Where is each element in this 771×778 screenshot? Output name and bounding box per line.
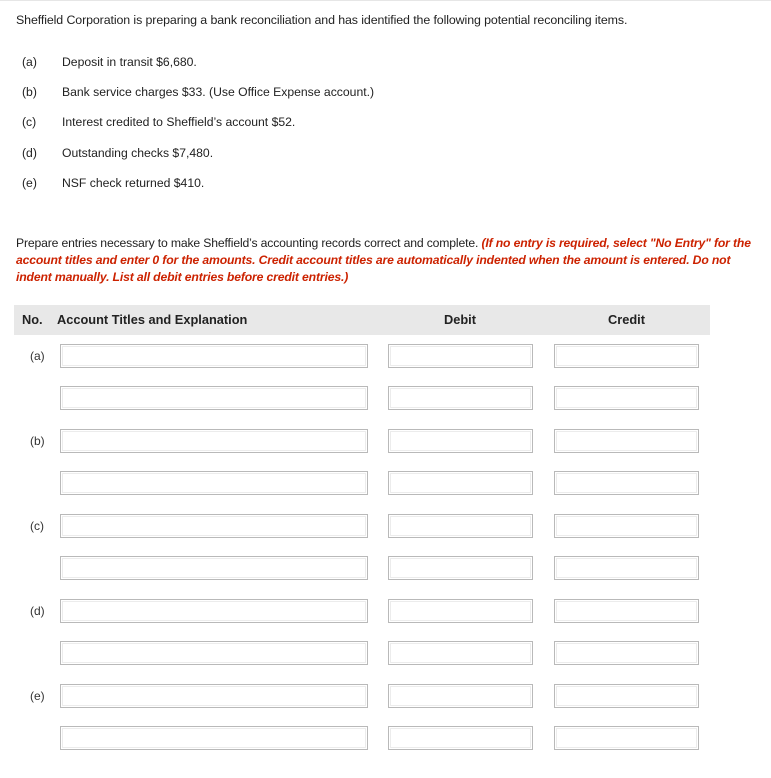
credit-input[interactable] bbox=[554, 386, 699, 410]
header-debit: Debit bbox=[444, 312, 476, 327]
account-title-input[interactable] bbox=[60, 386, 368, 410]
problem-intro: Sheffield Corporation is preparing a bank reconciliation and has identified the following potential reconciling items. bbox=[16, 13, 628, 27]
account-title-input[interactable] bbox=[60, 684, 368, 708]
item-text: Deposit in transit $6,680. bbox=[62, 55, 197, 69]
credit-input[interactable] bbox=[554, 471, 699, 495]
debit-input[interactable] bbox=[388, 344, 533, 368]
item-text: Bank service charges $33. (Use Office Expense account.) bbox=[62, 85, 375, 99]
account-title-input[interactable] bbox=[60, 641, 368, 665]
item-letter: (e) bbox=[22, 176, 37, 190]
header-credit: Credit bbox=[608, 312, 645, 327]
journal-table-header bbox=[14, 305, 710, 335]
account-title-input[interactable] bbox=[60, 514, 368, 538]
credit-input[interactable] bbox=[554, 641, 699, 665]
debit-input[interactable] bbox=[388, 641, 533, 665]
credit-input[interactable] bbox=[554, 429, 699, 453]
item-text: Interest credited to Sheffield’s account $52. bbox=[62, 115, 296, 129]
debit-input[interactable] bbox=[388, 726, 533, 750]
credit-input[interactable] bbox=[554, 556, 699, 580]
account-title-input[interactable] bbox=[60, 429, 368, 453]
entry-label-d: (d) bbox=[30, 604, 45, 618]
debit-input[interactable] bbox=[388, 514, 533, 538]
credit-input[interactable] bbox=[554, 599, 699, 623]
debit-input[interactable] bbox=[388, 599, 533, 623]
account-title-input[interactable] bbox=[60, 599, 368, 623]
item-letter: (c) bbox=[22, 115, 37, 129]
account-title-input[interactable] bbox=[60, 556, 368, 580]
debit-input[interactable] bbox=[388, 556, 533, 580]
top-divider bbox=[0, 0, 771, 1]
credit-input[interactable] bbox=[554, 726, 699, 750]
credit-input[interactable] bbox=[554, 684, 699, 708]
debit-input[interactable] bbox=[388, 684, 533, 708]
account-title-input[interactable] bbox=[60, 471, 368, 495]
item-text: NSF check returned $410. bbox=[62, 176, 205, 190]
credit-input[interactable] bbox=[554, 514, 699, 538]
header-account-titles: Account Titles and Explanation bbox=[57, 312, 248, 327]
entry-label-e: (e) bbox=[30, 689, 45, 703]
debit-input[interactable] bbox=[388, 429, 533, 453]
entry-label-b: (b) bbox=[30, 434, 45, 448]
account-title-input[interactable] bbox=[60, 726, 368, 750]
debit-input[interactable] bbox=[388, 471, 533, 495]
item-letter: (d) bbox=[22, 146, 37, 160]
debit-input[interactable] bbox=[388, 386, 533, 410]
account-title-input[interactable] bbox=[60, 344, 368, 368]
instructions bbox=[16, 235, 758, 287]
instructions-text: Prepare entries necessary to make Sheffield’s accounting records correct and complete. bbox=[16, 236, 482, 250]
instructions-emphasis: (If no entry is required, select "No Entry" for the account titles and enter 0 for the amounts. Credit account titles are automatically indented when the amount is entered. Do not indent manually. List all debit entries before credit entries.) bbox=[16, 236, 751, 285]
item-letter: (a) bbox=[22, 55, 37, 69]
item-text: Outstanding checks $7,480. bbox=[62, 146, 214, 160]
item-letter: (b) bbox=[22, 85, 37, 99]
entry-label-a: (a) bbox=[30, 349, 45, 363]
header-no: No. bbox=[22, 312, 43, 327]
entry-label-c: (c) bbox=[30, 519, 44, 533]
credit-input[interactable] bbox=[554, 344, 699, 368]
